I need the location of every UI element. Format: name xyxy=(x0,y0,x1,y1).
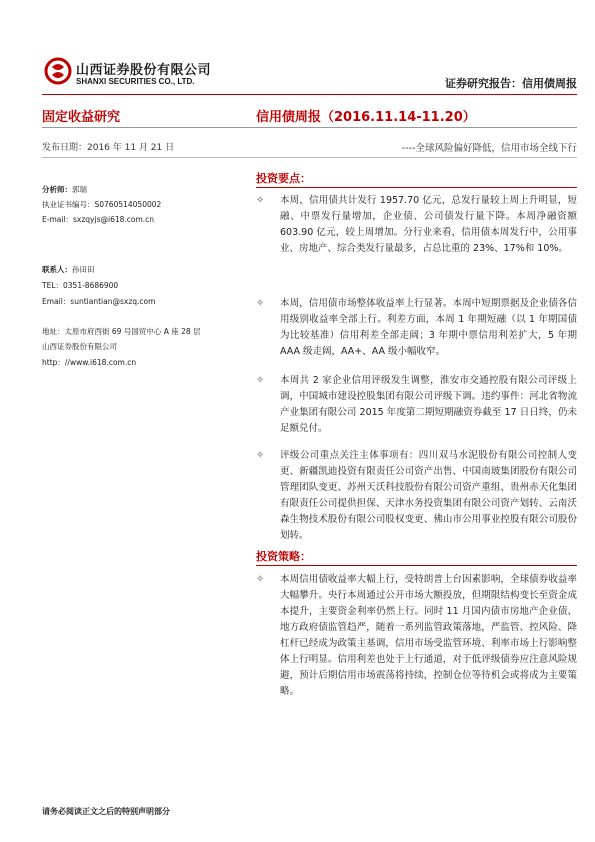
company-name-en: SHANXI SECURITIES CO., LTD. xyxy=(76,77,195,86)
key-point-item xyxy=(256,448,577,544)
section-title: 固定收益研究 xyxy=(42,110,121,125)
analyst-email[interactable]: E-mail：sxzqyjs@i618.com.cn xyxy=(42,215,155,224)
bullet-icon: ✧ xyxy=(256,298,265,309)
contact-email[interactable]: Email：suntiantian@sxzq.com xyxy=(42,297,156,306)
bullet-icon: ✧ xyxy=(256,450,265,461)
strategy-heading: 投资策略： xyxy=(256,550,311,563)
analyst-name: 郭瑞 xyxy=(72,185,87,194)
contact-name: 孙田田 xyxy=(72,265,95,274)
strategy-rule xyxy=(256,565,577,566)
key-points-heading: 投资要点： xyxy=(256,172,311,185)
publish-date: 发布日期：2016 年 11 月 21 日 xyxy=(42,143,175,153)
key-point-text: 本周，信用债市场整体收益率上行显著。本周中短期票据及企业债各信用级别收益率全部上行。利差方面，本周 1 年期短融（以 1 年期国债为比较基准）信用利差全部走阔；3 年期中票信用利差扩大，5 年期 AAA 级走阔，AA+、AA 级小幅收窄。 xyxy=(280,298,577,357)
company-url[interactable]: http：//www.i618.com.cn xyxy=(42,358,137,367)
analyst-label: 分析师： xyxy=(42,185,72,194)
address-line: 地址：太原市府西街 69 号国贸中心 A 座 28 层 xyxy=(42,327,201,336)
contact-label: 联系人： xyxy=(42,265,72,274)
meta-divider xyxy=(42,157,577,158)
strategy-text: 本周信用债收益率大幅上行，受特朗普上台因素影响，全球债券收益率大幅攀升。央行本周通过公开市场大额投放，但期限结构变长至资金成本提升，主要资金利率仍然上行。同时 11 月国内债市房地产企业债、地方政府债监管趋严，随着一系列监管政策落地，严监管、控风险、降杠杆已经成为政策主基调，信用市场受监管环境、利率市场上行影响整体上行明显。信用利差也处于上行通道，对于低评级债券应注意风险规避，预计后期信用市场震荡将持续，控制仓位等待机会或将成为主要策略。 xyxy=(280,574,577,697)
key-point-text: 评级公司重点关注主体事项有：四川双马水泥股份有限公司控制人变更、新疆凯迪投资有限责任公司资产出售、中国南玻集团股份有限公司管理团队变更、苏州天沃科技股份有限公司资产重组、贵州赤天化集团有限责任公司提供担保、天津水务投资集团有限公司资产划转、云南沃森生物技术股份有限公司股权变更、佛山市公用事业控股有限公司股份划转。 xyxy=(280,450,577,541)
analyst-cert: 执业证书编号：S0760514050002 xyxy=(42,200,162,209)
header-divider xyxy=(42,94,577,95)
key-point-item xyxy=(256,373,577,437)
bullet-icon: ✧ xyxy=(256,574,265,585)
company-logo-icon xyxy=(44,57,72,85)
contact-tel: TEL：0351-8686900 xyxy=(42,281,119,290)
key-point-item xyxy=(256,193,577,289)
key-point-text: 本周共 2 家企业信用评级发生调整，淮安市交通控股有限公司评级上调，中国城市建设控股集团有限公司评级下调。违约事件：河北省物流产业集团有限公司 2015 年度第二期短期融资券截至 17 日日终，仍未足额兑付。 xyxy=(280,375,577,434)
report-title: 信用债周报（2016.11.14-11.20） xyxy=(256,110,476,125)
bullet-icon: ✧ xyxy=(256,375,265,386)
key-point-item xyxy=(256,296,577,360)
footer-disclaimer: 请务必阅读正文之后的特别声明部分 xyxy=(42,807,170,816)
bullet-icon: ✧ xyxy=(256,195,265,206)
report-type: 证券研究报告：信用债周报 xyxy=(445,77,577,90)
address-company: 山西证券股份有限公司 xyxy=(42,342,117,351)
key-point-text: 本周，信用债共计发行 1957.70 亿元，总发行量较上周上升明显，短融、中票发行量增加，企业债、公司债发行量下降。本周净融资额 603.90 亿元，较上周增加。分行业来看，信用债本周发行中，公用事业、房地产、综合类发行量最多，占总比重的 23%、17%和 10%。 xyxy=(280,195,577,254)
strategy-item xyxy=(256,572,577,716)
key-points-rule xyxy=(256,187,577,188)
company-name-cn: 山西证券股份有限公司 xyxy=(76,63,212,78)
title-divider xyxy=(42,127,577,128)
report-subtitle: ----全球风险偏好降低，信用市场全线下行 xyxy=(401,143,577,154)
